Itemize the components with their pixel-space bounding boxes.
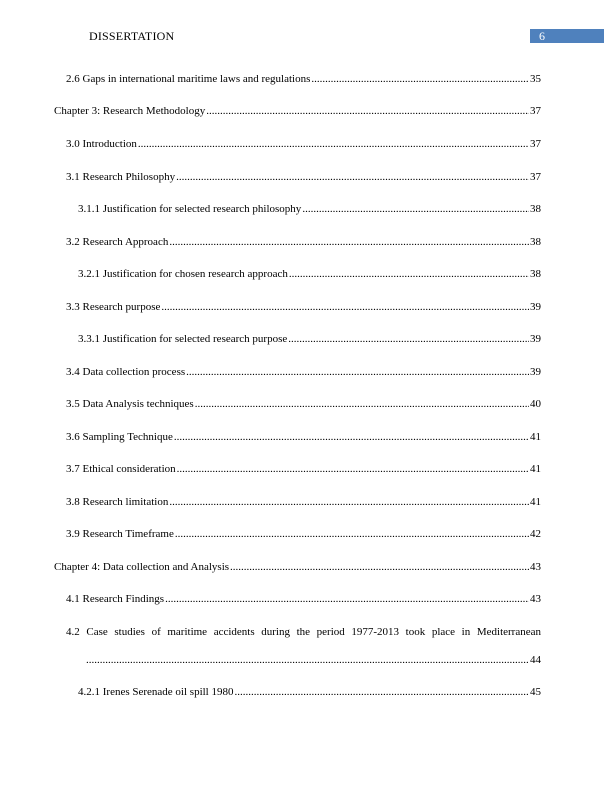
toc-entry[interactable] <box>66 398 541 411</box>
toc-entry-label: 3.1.1 Justification for selected research philosophy <box>78 203 302 215</box>
toc-entry[interactable] <box>66 236 541 249</box>
page-number-badge: 6 <box>530 29 604 43</box>
dot-leader <box>177 463 529 476</box>
toc-entry[interactable] <box>66 171 541 184</box>
toc-entry-page: 41 <box>530 496 541 508</box>
toc-entry-label: 3.5 Data Analysis techniques <box>66 398 194 410</box>
toc-entry-page: 39 <box>530 366 541 378</box>
toc-entry-page: 43 <box>530 561 541 573</box>
toc-entry-page: 37 <box>530 171 541 183</box>
toc-entry-page: 40 <box>530 398 541 410</box>
dot-leader <box>235 686 530 699</box>
toc-entry-page: 38 <box>530 268 541 280</box>
running-header-title: DISSERTATION <box>89 29 175 43</box>
toc-entry[interactable] <box>78 268 541 281</box>
toc-entry-label: 3.0 Introduction <box>66 138 137 150</box>
toc-entry[interactable] <box>66 73 541 86</box>
toc-entry-page: 39 <box>530 333 541 345</box>
dot-leader <box>186 366 529 379</box>
toc-entry-page: 38 <box>530 203 541 215</box>
toc-entry-wrapped-label[interactable]: 4.2 Case studies of maritime accidents during the period 1977-2013 took place in Mediterranean <box>66 626 541 638</box>
toc-entry-label: 4.2.1 Irenes Serenade oil spill 1980 <box>78 686 234 698</box>
toc-entry-label: 3.6 Sampling Technique <box>66 431 173 443</box>
toc-entry-label: 3.3 Research purpose <box>66 301 161 313</box>
toc-entry-label: 3.2.1 Justification for chosen research approach <box>78 268 288 280</box>
toc-entry-page: 38 <box>530 236 541 248</box>
toc-entry[interactable] <box>78 333 541 346</box>
dot-leader <box>176 171 529 184</box>
toc-entry-label: Chapter 3: Research Methodology <box>54 105 206 117</box>
dot-leader <box>169 496 529 509</box>
toc-entry-page: 44 <box>530 654 541 666</box>
dot-leader <box>302 203 529 216</box>
toc-entry[interactable] <box>66 301 541 314</box>
toc-entry-page: 37 <box>530 138 541 150</box>
dot-leader <box>161 301 529 314</box>
toc-entry[interactable] <box>66 138 541 151</box>
toc-entry-label: 3.4 Data collection process <box>66 366 186 378</box>
toc-entry-page: 35 <box>530 73 541 85</box>
toc-entry-page: 41 <box>530 431 541 443</box>
toc-entry-label: Chapter 4: Data collection and Analysis <box>54 561 230 573</box>
toc-entry[interactable] <box>66 593 541 606</box>
toc-entry-label: 2.6 Gaps in international maritime laws and regulations <box>66 73 311 85</box>
dot-leader <box>169 236 529 249</box>
toc-entry[interactable] <box>78 686 541 699</box>
toc-entry[interactable] <box>66 366 541 379</box>
toc-entry-label: 3.9 Research Timeframe <box>66 528 174 540</box>
toc-entry-label: 3.2 Research Approach <box>66 236 169 248</box>
dot-leader <box>174 431 529 444</box>
toc-entry-page: 42 <box>530 528 541 540</box>
toc-entry-wrapped-leader[interactable] <box>85 654 541 667</box>
dot-leader <box>288 333 529 346</box>
toc-entry-label: 3.1 Research Philosophy <box>66 171 176 183</box>
toc-entry[interactable] <box>54 105 541 118</box>
toc-entry-page: 43 <box>530 593 541 605</box>
dot-leader <box>195 398 529 411</box>
toc-entry[interactable] <box>54 561 541 574</box>
toc-entry[interactable] <box>66 431 541 444</box>
dot-leader <box>175 528 529 541</box>
toc-entry[interactable] <box>78 203 541 216</box>
toc-entry[interactable] <box>66 463 541 476</box>
dot-leader <box>230 561 529 574</box>
dot-leader <box>206 105 529 118</box>
toc-entry-label: 3.7 Ethical consideration <box>66 463 176 475</box>
toc-entry-page: 39 <box>530 301 541 313</box>
toc-entry[interactable] <box>66 528 541 541</box>
toc-entry-label: 3.8 Research limitation <box>66 496 169 508</box>
toc-entry-page: 41 <box>530 463 541 475</box>
toc-entry-label: 3.3.1 Justification for selected research purpose <box>78 333 288 345</box>
dot-leader <box>311 73 529 86</box>
toc-entry-page: 37 <box>530 105 541 117</box>
toc-entry[interactable] <box>66 496 541 509</box>
dot-leader <box>165 593 529 606</box>
toc-entry-page: 45 <box>530 686 541 698</box>
dot-leader <box>86 654 529 667</box>
dot-leader <box>138 138 529 151</box>
dot-leader <box>289 268 529 281</box>
toc-entry-label: 4.1 Research Findings <box>66 593 165 605</box>
